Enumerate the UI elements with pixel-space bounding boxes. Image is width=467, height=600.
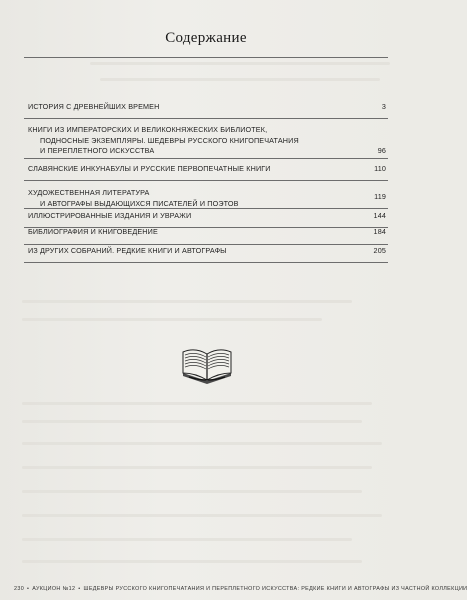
footer-auction: АУКЦИОН №12 bbox=[32, 586, 76, 592]
page-title: Содержание bbox=[165, 30, 247, 46]
toc-entry-title-cont: ПОДНОСНЫЕ ЭКЗЕМПЛЯРЫ. ШЕДЕВРЫ РУССКОГО КНИГОПЕЧАТАНИЯ bbox=[40, 135, 299, 145]
toc-divider bbox=[24, 244, 388, 245]
toc-entry-title: КНИГИ ИЗ ИМПЕРАТОРСКИХ И ВЕЛИКОКНЯЖЕСКИХ БИБЛИОТЕК, bbox=[28, 125, 268, 134]
toc-entry[interactable] bbox=[28, 164, 386, 175]
toc-divider bbox=[24, 208, 388, 209]
toc-entry-page: 96 bbox=[377, 146, 386, 155]
toc-entry-title: ИЛЛЮСТРИРОВАННЫЕ ИЗДАНИЯ И УВРАЖИ bbox=[28, 211, 192, 220]
toc-entry-page: 184 bbox=[373, 227, 386, 236]
toc-entry-page: 110 bbox=[374, 164, 386, 173]
toc-top-rule bbox=[24, 57, 388, 58]
toc-entry-title: ИСТОРИЯ С ДРЕВНЕЙШИХ ВРЕМЕН bbox=[28, 102, 160, 111]
toc-entry[interactable] bbox=[28, 246, 386, 257]
toc-entry-page: 119 bbox=[374, 192, 386, 201]
toc-entry-page: 144 bbox=[373, 211, 386, 220]
toc-divider bbox=[24, 118, 388, 119]
toc-divider bbox=[24, 158, 388, 159]
toc-entry-title: ИЗ ДРУГИХ СОБРАНИЙ. РЕДКИЕ КНИГИ И АВТОГРАФЫ bbox=[28, 246, 227, 255]
toc-entry-title-cont: И ПЕРЕПЛЕТНОГО ИСКУССТВА bbox=[40, 146, 155, 155]
toc-entry[interactable] bbox=[28, 125, 386, 157]
toc-entry-page: 205 bbox=[373, 246, 386, 255]
toc-bottom-rule bbox=[24, 262, 388, 263]
toc-entry-title: ХУДОЖЕСТВЕННАЯ ЛИТЕРАТУРА bbox=[28, 188, 150, 197]
page-footer: 230 • АУКЦИОН №12 • ШЕДЕВРЫ РУССКОГО КНИГОПЕЧАТАНИЯ И ПЕРЕПЛЕТНОГО ИСКУССТВА: РЕДКИЕ КНИГИ И АВТОГРАФЫ ИЗ ЧАСТНОЙ КОЛЛЕКЦИИ bbox=[14, 586, 467, 592]
footer-page-number: 230 bbox=[14, 586, 25, 592]
toc-entry[interactable] bbox=[28, 102, 386, 113]
toc-entry-page: 3 bbox=[381, 102, 386, 111]
toc-entry-title: БИБЛИОГРАФИЯ И КНИГОВЕДЕНИЕ bbox=[28, 227, 158, 236]
open-book-icon bbox=[179, 343, 235, 385]
toc-entry-title-cont: И АВТОГРАФЫ ВЫДАЮЩИХСЯ ПИСАТЕЛЕЙ И ПОЭТОВ bbox=[40, 198, 239, 208]
toc-entry[interactable] bbox=[28, 188, 386, 209]
toc-entry[interactable] bbox=[28, 227, 386, 238]
footer-catalog-title: ШЕДЕВРЫ РУССКОГО КНИГОПЕЧАТАНИЯ И ПЕРЕПЛЕТНОГО ИСКУССТВА: РЕДКИЕ КНИГИ И АВТОГРАФЫ ИЗ ЧАСТНОЙ КОЛЛЕКЦИИ bbox=[83, 586, 467, 592]
toc-entry[interactable] bbox=[28, 211, 386, 222]
toc-entry-title: СЛАВЯНСКИЕ ИНКУНАБУЛЫ И РУССКИЕ ПЕРВОПЕЧАТНЫЕ КНИГИ bbox=[28, 164, 271, 173]
toc-divider bbox=[24, 180, 388, 181]
